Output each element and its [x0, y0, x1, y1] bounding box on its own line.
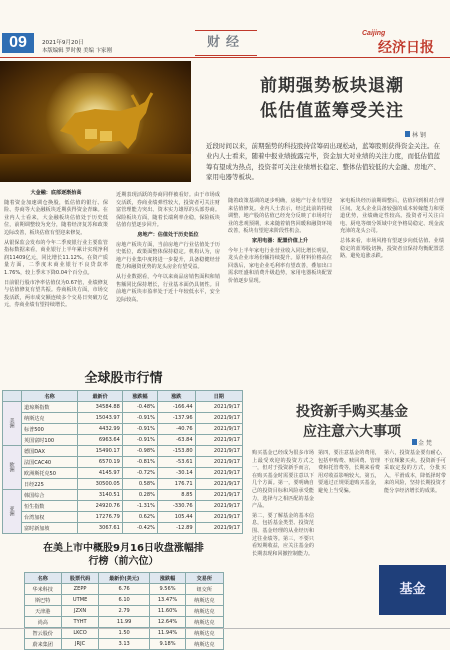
table-cell: 11.99: [99, 617, 150, 628]
table-cell: 2021/9/17: [195, 413, 242, 424]
table-cell: -330.76: [158, 501, 196, 512]
table-cell: 韩国综合: [22, 490, 78, 501]
col2-paragraph: 房地产板块方面，当前房地产行业估值处于历史低位，政策面整体保持稳定。机构认为，房地产行业集中度将进一步提升，具备稳健经营能力和融资优势的龙头房企有望受益。: [116, 241, 220, 271]
region-cell: 亚洲: [3, 490, 22, 534]
table-cell: 4145.97: [78, 468, 123, 479]
table-cell: -0.42%: [122, 523, 157, 534]
table-header-cell: 交易所: [186, 573, 223, 584]
table-cell: 恒生指数: [22, 501, 78, 512]
table-cell: -0.91%: [122, 424, 157, 435]
table-cell: 105.44: [158, 512, 196, 523]
section-title: 财经: [195, 30, 257, 56]
article2-col1: [252, 450, 314, 558]
table-cell: -166.44: [158, 402, 196, 413]
table-cell: 富时新加坡: [22, 523, 78, 534]
table-row: [24, 606, 223, 617]
table-cell: -0.91%: [122, 435, 157, 446]
article1-col4: [340, 196, 444, 263]
table-cell: 3.13: [99, 639, 150, 650]
table-cell: 4432.99: [78, 424, 123, 435]
stock-table-title: 全球股市行情: [84, 371, 163, 386]
table-cell: 6963.64: [78, 435, 123, 446]
market-data-panel: [2, 367, 245, 648]
table-row: [3, 435, 243, 446]
table-cell: -137.96: [158, 413, 196, 424]
table-cell: -0.98%: [122, 446, 157, 457]
table-cell: 0.58%: [122, 479, 157, 490]
table-cell: 2.79: [99, 606, 150, 617]
table-cell: 6.10: [99, 595, 150, 606]
table-cell: 6570.19: [78, 457, 123, 468]
table-row: [3, 424, 243, 435]
table-cell: -12.89: [158, 523, 196, 534]
table-cell: 欧洲斯托克50: [22, 468, 78, 479]
hk-table-title: 在美上市中概股9月16日收盘涨幅排行榜（前六位）: [43, 543, 204, 567]
table-row: [3, 490, 243, 501]
table-cell: 2021/9/17: [195, 523, 242, 534]
table-row: [24, 584, 223, 595]
table-cell: 8.85: [158, 490, 196, 501]
table-cell: 纳斯达克: [186, 595, 223, 606]
issue-date: 2021年9月20日: [42, 40, 84, 46]
col1-paragraph: 日前银行股市净率估值仅为0.67倍，业绩修复与估值修复有望共振。券商板块方面，市场交投活跃，两市成交额连续多个交易日突破万亿元，券商业绩有望持续增长。: [4, 279, 108, 309]
table-cell: UTME: [61, 595, 98, 606]
article2-paragraph: 购买基金已经成为很多市场上最受欢迎的投资方式之一，但对于投资新手而言，在购买基金时需要注意以下几个方面。第一，要明确自己的投资目标和风险承受能力，选择与之相匹配的基金产品。: [252, 450, 314, 510]
table-cell: 纳斯达克: [186, 639, 223, 650]
table-row: [3, 457, 243, 468]
table-row: [3, 501, 243, 512]
table-cell: 9.18%: [149, 639, 185, 650]
table-cell: -53.61: [158, 457, 196, 468]
table-cell: 2021/9/17: [195, 479, 242, 490]
table-cell: 2021/9/17: [195, 501, 242, 512]
table-header-cell: 日期: [195, 391, 242, 402]
subhead-appliance: 家用电器：配置价值上升: [251, 237, 309, 244]
article2-paragraph: 第二，要了解基金的基本信息，包括基金类型、投资范围、基金经理的从业经历和过往业绩等。第三，不要只看短期收益，应关注基金的长期表现和回撤控制能力。: [252, 512, 314, 557]
gold-bar-2: [100, 131, 112, 141]
table-row: [24, 595, 223, 606]
table-header-cell: 涨跌: [158, 391, 196, 402]
editor-credits: 本版编辑 罗时俊 美编 卞家刚: [42, 48, 112, 54]
page-number: 09: [2, 33, 34, 53]
table-header-cell: [3, 391, 22, 402]
article1-col3: [228, 196, 332, 288]
article1-col2: [116, 190, 220, 306]
author-marker: [412, 439, 417, 445]
table-cell: 1.50: [99, 628, 150, 639]
col1-paragraph: 从银保监会发布的今年二季度银行业主要监管指标数据来看，商业银行上半年累计实现净利润11409亿元，同比增长11.12%。在资产质量方面，二季度末商业银行不良贷款率1.76%，较上季末下降0.04个百分点。: [4, 239, 108, 276]
col4-paragraph: 家电板块经历前期调整后，估值回到相对合理区间。龙头企业具备较强的成本转嫁能力和渠道优势，业绩确定性较高。投资者可关注白电、厨电等细分领域中竞争格局稳定、现金流充沛的龙头公司。: [340, 198, 444, 235]
table-cell: ZEPP: [61, 584, 98, 595]
col3-paragraph: 今年上半年家电行业营业收入同比增长明显，龙头企业市场份额持续提升。原材料价格高位回落后，家电企业毛利率有望改善，叠加出口需求旺盛和消费升级趋势，家用电器板块配置价值逐步显现。: [228, 247, 332, 284]
table-header-cell: 涨跌幅: [149, 573, 185, 584]
table-header-cell: 名称: [24, 573, 61, 584]
table-cell: 2021/9/17: [195, 435, 242, 446]
table-cell: 华米科技: [24, 584, 61, 595]
table-header-cell: 涨跌幅: [122, 391, 157, 402]
article1-author: 林 钢: [412, 132, 426, 139]
table-cell: -63.84: [158, 435, 196, 446]
col3-paragraph: 随着政策基调的逐步明确，房地产行业有望迎来估值修复。业内人士表示，经过此前的持续调整，地产股的估值已经充分反映了市场对行业的悲观预期，未来随着销售回暖和融资环境改善，板块有望迎来阶段性机会。: [228, 198, 332, 235]
table-row: [24, 617, 223, 628]
article2-col3: [384, 450, 446, 496]
table-header-cell: 名称: [22, 391, 78, 402]
table-header-cell: 股票代码: [61, 573, 98, 584]
table-cell: 0.28%: [122, 490, 157, 501]
table-cell: 176.71: [158, 479, 196, 490]
table-cell: 智云股份: [24, 628, 61, 639]
article2-paragraph: 第四，要注意基金的费用，包括申购费、赎回费、管理费和托管费等，长期来看费用对收益影响较大。第五，要通过正规渠道购买基金，避免上当受骗。: [318, 450, 380, 494]
table-cell: 法国CAC40: [22, 457, 78, 468]
table-cell: 尚高: [24, 617, 61, 628]
table-cell: 15490.17: [78, 446, 123, 457]
table-cell: -153.80: [158, 446, 196, 457]
table-cell: LKCO: [61, 628, 98, 639]
table-cell: JZXN: [61, 606, 98, 617]
article1-headline: [222, 74, 442, 124]
table-cell: 天津港: [24, 606, 61, 617]
table-cell: 道琼斯指数: [22, 402, 78, 413]
table-cell: 2021/9/17: [195, 490, 242, 501]
col2-paragraph: 近期表现活跃的券商同样被看好。由于市场成交活跃，券商业绩弹性较大，投资者可关注财富管理能力突出、资本实力雄厚的头部券商。保险板块方面，随着长端利率企稳，保险板块估值有望逐步回升。: [116, 192, 220, 229]
table-cell: 11.60%: [149, 606, 185, 617]
table-row: [3, 468, 243, 479]
article2-author: 金 梵: [418, 440, 432, 447]
region-cell: 美洲: [3, 402, 22, 446]
table-cell: 13.47%: [149, 595, 185, 606]
table-cell: -0.48%: [122, 402, 157, 413]
article1-headline-line2: 低估值蓝筹受关注: [260, 101, 404, 121]
col2-paragraph: 从行业数据看，今年以来商品房销售面积和销售额同比保持增长，行业基本面仍具韧性。目前地产板块市盈率处于近十年较低水平，安全边际较高。: [116, 273, 220, 303]
bull-photo: [0, 61, 191, 182]
table-header-cell: 最新价: [78, 391, 123, 402]
table-cell: 2021/9/17: [195, 468, 242, 479]
subhead-property: 房地产：估值处于历史低位: [137, 231, 199, 238]
gold-bar-1: [85, 129, 97, 139]
page-header: [0, 0, 450, 58]
article1-headline-line1: 前期强势板块退潮: [260, 76, 404, 96]
table-cell: 英国富时100: [22, 435, 78, 446]
brand-en: Caijing: [362, 30, 386, 37]
table-cell: 3140.51: [78, 490, 123, 501]
photo-base: [0, 154, 191, 182]
table-cell: 德国DAX: [22, 446, 78, 457]
table-row: [3, 402, 243, 413]
table-cell: -40.76: [158, 424, 196, 435]
table-cell: 纳斯达克: [186, 606, 223, 617]
table-cell: 9.56%: [149, 584, 185, 595]
table-cell: 2021/9/17: [195, 446, 242, 457]
table-cell: 台湾加权: [22, 512, 78, 523]
region-cell: 欧洲: [3, 446, 22, 490]
subhead-finance: 大金融：底部逐渐抬高: [30, 190, 82, 196]
table-cell: 2021/9/17: [195, 457, 242, 468]
table-cell: 3067.61: [78, 523, 123, 534]
table-cell: -1.31%: [122, 501, 157, 512]
table-cell: JRJC: [61, 639, 98, 650]
table-cell: TYHT: [61, 617, 98, 628]
table-cell: 2021/9/17: [195, 512, 242, 523]
table-cell: 24920.76: [78, 501, 123, 512]
table-cell: 蔚来集团: [24, 639, 61, 650]
table-cell: 纳斯达克: [186, 628, 223, 639]
table-cell: 日经225: [22, 479, 78, 490]
table-cell: 2021/9/17: [195, 424, 242, 435]
global-stock-table: [2, 390, 243, 534]
article2-headline-line1: 投资新手购买基金: [296, 404, 408, 420]
table-cell: 纳斯达克: [22, 413, 78, 424]
article1-col1: [4, 190, 108, 312]
table-cell: -0.81%: [122, 457, 157, 468]
header-divider: [0, 57, 450, 58]
table-cell: -0.72%: [122, 468, 157, 479]
table-cell: 纳斯达克: [186, 617, 223, 628]
table-row: [3, 446, 243, 457]
table-cell: 纽交所: [186, 584, 223, 595]
table-cell: 12.64%: [149, 617, 185, 628]
table-cell: 标普500: [22, 424, 78, 435]
article2-headline-line2: 应注意六大事项: [303, 424, 401, 440]
table-cell: 6.76: [99, 584, 150, 595]
table-cell: 斯巴特: [24, 595, 61, 606]
table-cell: 17276.79: [78, 512, 123, 523]
table-cell: -30.14: [158, 468, 196, 479]
author-marker: [405, 131, 410, 137]
stock-table-body: [3, 402, 243, 534]
page-footer-rule: [0, 628, 450, 641]
table-cell: 11.94%: [149, 628, 185, 639]
table-cell: 30500.05: [78, 479, 123, 490]
table-cell: 34584.88: [78, 402, 123, 413]
table-cell: -0.91%: [122, 413, 157, 424]
table-cell: 15043.97: [78, 413, 123, 424]
article2-col2: [318, 450, 380, 498]
fund-illustration: 基金: [379, 565, 446, 615]
table-cell: 0.62%: [122, 512, 157, 523]
article1-lead: 近段时间以来，前期强势的科技股持营筹码出现松动，蓝筹股则获得资金关注。在业内人士看来，随着中报业绩披露完毕，资金加大对业绩的关注力度，而低估值蓝筹有望成为热点，投资者可关注业绩增长稳定、整体估值较低的大金融、房地产、家用电器等板块。: [206, 142, 440, 182]
brand-logo: 经济日报: [378, 40, 434, 56]
table-row: [3, 512, 243, 523]
col1-paragraph: 随着资金加速调仓换股，低估值的银行、保险、券商等大金融板块近期获得资金青睐。在业内人士看来，大金融板块估值处于历史低位，前期调整较为充分，随着经济复苏和政策边际改善，板块估值有望迎来修复。: [4, 199, 108, 236]
table-header-cell: 最新价(美元): [99, 573, 150, 584]
table-row: [3, 413, 243, 424]
article2-paragraph: 第六，投资基金要有耐心，不宜频繁买卖。投资新手可采取定投的方式，分批买入，平滑成本，降低择时带来的风险，坚持长期投资才能分享经济增长的成果。: [384, 450, 446, 494]
table-row: [3, 479, 243, 490]
col4-paragraph: 总体来看，市场风格有望逐步向低估值、业绩稳定的蓝筹股切换，投资者宜保持均衡配置思路，避免追涨杀跌。: [340, 237, 444, 260]
table-cell: 2021/9/17: [195, 402, 242, 413]
article2-headline: [262, 402, 442, 442]
table-row: [3, 523, 243, 534]
